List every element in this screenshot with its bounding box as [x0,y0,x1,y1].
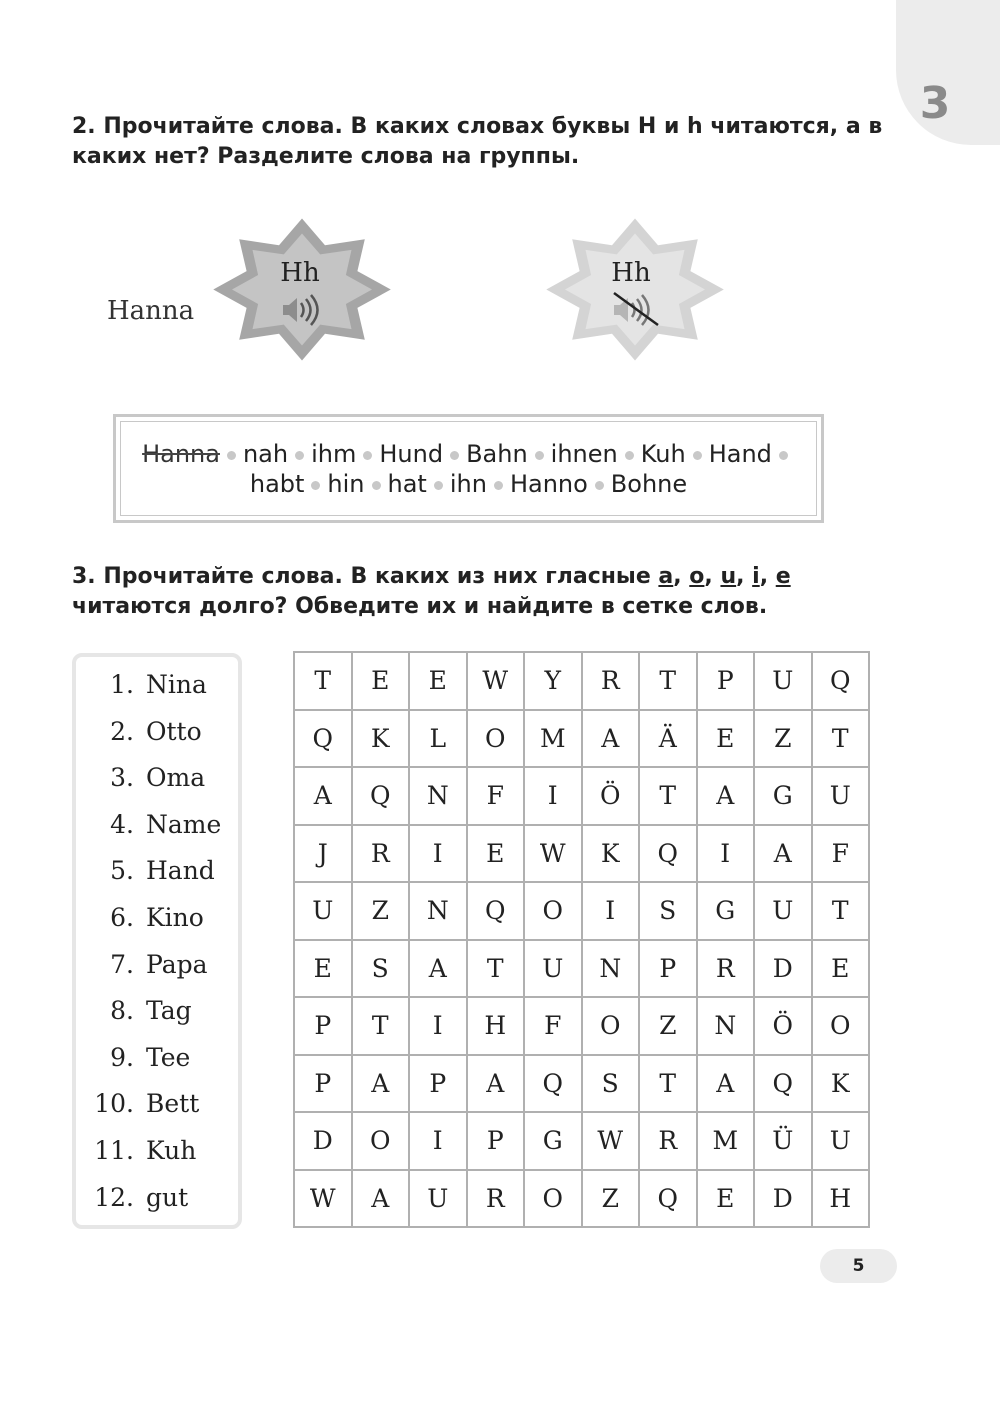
grid-cell[interactable]: A [697,1055,755,1113]
grid-row [294,652,869,710]
list-item-number: 11. [94,1136,134,1165]
grid-cell[interactable]: R [582,652,640,710]
grid-cell[interactable]: H [467,997,525,1055]
list-item-number: 3. [110,763,134,793]
list-item-word: Oma [146,763,206,793]
grid-cell[interactable]: A [294,767,352,825]
list-item-word: Bett [146,1089,200,1119]
grid-row [294,940,869,998]
grid-cell[interactable]: R [467,1170,525,1228]
grid-cell[interactable]: W [524,825,582,883]
grid-cell[interactable]: A [697,767,755,825]
word-line-2 [116,469,821,499]
star-voiced-label: Hh [280,258,320,288]
separator-dot [693,451,702,460]
grid-cell[interactable]: T [639,1055,697,1113]
chapter-number: 3 [919,78,951,129]
grid-row [294,1112,869,1170]
grid-cell[interactable]: T [812,882,870,940]
grid-cell[interactable]: E [467,825,525,883]
grid-cell[interactable]: I [524,767,582,825]
list-item-number: 10. [94,1089,134,1119]
grid-cell[interactable]: E [409,652,467,710]
grid-cell[interactable]: R [639,1112,697,1170]
grid-cell[interactable]: Z [582,1170,640,1228]
grid-cell[interactable]: Q [294,710,352,768]
word: hat [387,470,427,498]
example-word: Hanna [107,296,195,326]
separator-dot [625,451,634,460]
list-item-word: gut [146,1182,189,1212]
list-item-word: Papa [146,949,208,979]
separator-dot [535,451,544,460]
list-item [72,1136,242,1165]
grid-cell[interactable]: T [812,710,870,768]
grid-cell[interactable]: Ö [754,997,812,1055]
list-item [72,670,242,699]
separator-dot [311,481,320,490]
grid-cell[interactable]: U [294,882,352,940]
grid-cell[interactable]: P [697,652,755,710]
separator-dot [372,481,381,490]
grid-cell[interactable]: W [582,1112,640,1170]
grid-cell[interactable]: T [639,767,697,825]
word: Hund [379,440,444,468]
word: Bahn [466,440,528,468]
list-item-number: 9. [110,1042,134,1072]
grid-cell[interactable]: F [524,997,582,1055]
grid-cell[interactable]: A [352,1055,410,1113]
grid-cell[interactable]: A [352,1170,410,1228]
list-item [72,1043,242,1072]
grid-cell[interactable]: I [697,825,755,883]
list-item-number: 12. [94,1182,134,1212]
grid-cell[interactable]: Q [639,1170,697,1228]
word: ihm [311,440,357,468]
word: Bohne [610,470,688,498]
grid-cell[interactable]: N [409,882,467,940]
separator-dot [595,481,604,490]
grid-cell[interactable]: E [294,940,352,998]
grid-cell[interactable]: Ä [639,710,697,768]
grid-cell[interactable]: Z [639,997,697,1055]
grid-cell[interactable]: G [697,882,755,940]
vowel: a [658,564,674,589]
list-item [72,1089,242,1118]
grid-row [294,882,869,940]
grid-cell[interactable]: U [812,767,870,825]
grid-cell[interactable]: Q [754,1055,812,1113]
task3-text-end: читаются долго? Обведите их и найдите в сетке слов. [72,594,768,619]
grid-cell[interactable]: H [812,1170,870,1228]
list-item-word: Otto [146,716,202,746]
grid-row [294,1055,869,1113]
grid-cell[interactable]: Q [467,882,525,940]
grid-cell[interactable]: U [812,1112,870,1170]
list-item [72,903,242,932]
grid-cell[interactable]: K [352,710,410,768]
grid-row [294,825,869,883]
list-item-number: 8. [110,996,134,1026]
list-item-word: Nina [146,670,207,699]
vowel: i [752,564,760,589]
grid-cell[interactable]: P [639,940,697,998]
grid-cell[interactable]: P [294,1055,352,1113]
list-item-number: 5. [110,856,134,886]
list-item [72,856,242,885]
word-box-words [116,439,821,499]
star-silent-label: Hh [611,258,651,288]
grid-cell[interactable]: Z [754,710,812,768]
word: Hand [708,440,772,468]
list-item-word: Tee [146,1042,191,1072]
star-voiced-badge [212,218,392,361]
vowel: u [720,564,737,589]
grid-cell[interactable]: S [352,940,410,998]
grid-cell[interactable]: M [524,710,582,768]
page-number: 5 [820,1249,897,1283]
grid-cell[interactable]: I [582,882,640,940]
grid-cell[interactable]: Z [352,882,410,940]
separator-dot [450,451,459,460]
grid-cell[interactable]: K [582,825,640,883]
grid-cell[interactable]: N [409,767,467,825]
grid-cell[interactable]: K [812,1055,870,1113]
word: ihnen [550,440,618,468]
word-struck: Hanna [142,440,220,468]
word-line-1 [116,439,821,469]
grid-cell[interactable]: Q [352,767,410,825]
list-item-number: 4. [110,809,134,839]
grid-cell[interactable]: R [352,825,410,883]
grid-cell[interactable]: T [294,652,352,710]
grid-cell[interactable]: E [812,940,870,998]
grid-cell[interactable]: O [582,997,640,1055]
separator-dot [779,451,788,460]
separator-dot [494,481,503,490]
word-box [113,414,824,523]
grid-cell[interactable]: U [524,940,582,998]
grid-cell[interactable]: Q [812,652,870,710]
grid-cell[interactable]: I [409,1112,467,1170]
grid-row [294,710,869,768]
grid-cell[interactable]: W [467,652,525,710]
grid-cell[interactable]: R [697,940,755,998]
list-item-number: 1. [110,670,134,699]
grid-cell[interactable]: I [409,825,467,883]
word: habt [249,470,305,498]
grid-cell[interactable]: T [352,997,410,1055]
grid-cell[interactable]: T [467,940,525,998]
grid-cell[interactable]: T [639,652,697,710]
word: nah [242,440,289,468]
grid-cell[interactable]: O [524,882,582,940]
grid-cell[interactable]: U [409,1170,467,1228]
grid-cell[interactable]: Y [524,652,582,710]
list-item [72,950,242,979]
list-item-word: Hand [146,856,215,886]
list-item-number: 6. [110,903,134,932]
sound-crossed-icon [612,290,662,330]
grid-row [294,767,869,825]
list-item [72,1183,242,1212]
task3-instruction: 3. Прочитайте слова. В каких из них гласные a, o, u, i, e читаются долго? Обведите их и найдите в сетке слов. [72,564,791,619]
grid-cell[interactable]: P [294,997,352,1055]
letter-grid [293,651,870,1228]
grid-cell[interactable]: Ü [754,1112,812,1170]
separator-dot [295,451,304,460]
list-item-number: 2. [110,716,134,746]
grid-cell[interactable]: D [754,940,812,998]
grid-cell[interactable]: A [467,1055,525,1113]
grid-cell[interactable]: Ö [582,767,640,825]
grid-cell[interactable]: S [639,882,697,940]
grid-cell[interactable]: A [582,710,640,768]
list-item [72,810,242,839]
grid-cell[interactable]: P [467,1112,525,1170]
grid-cell[interactable]: U [754,652,812,710]
grid-cell[interactable]: O [352,1112,410,1170]
grid-cell[interactable]: O [467,710,525,768]
list-item [72,717,242,746]
task2-instruction: 2. Прочитайте слова. В каких словах буквы H и h читаются, а в каких нет? Разделите слова на группы. [72,114,883,169]
grid-cell[interactable]: O [524,1170,582,1228]
grid-cell[interactable]: E [697,710,755,768]
word: Hanno [509,470,588,498]
vowel: e [775,564,791,589]
grid-cell[interactable]: M [697,1112,755,1170]
grid-cell[interactable]: L [409,710,467,768]
grid-cell[interactable]: E [352,652,410,710]
separator-dot [227,451,236,460]
grid-cell[interactable]: F [467,767,525,825]
vowel: o [689,564,705,589]
grid-cell[interactable]: D [294,1112,352,1170]
grid-cell[interactable]: U [754,882,812,940]
list-item-number: 7. [110,949,134,979]
grid-cell[interactable]: A [754,825,812,883]
word: Kuh [640,440,686,468]
grid-cell[interactable]: Q [639,825,697,883]
grid-cell[interactable]: A [409,940,467,998]
grid-cell[interactable]: O [812,997,870,1055]
grid-cell[interactable]: J [294,825,352,883]
grid-cell[interactable]: N [697,997,755,1055]
word: ihn [449,470,487,498]
grid-cell[interactable]: I [409,997,467,1055]
grid-cell[interactable]: G [754,767,812,825]
grid-row [294,997,869,1055]
grid-cell[interactable]: P [409,1055,467,1113]
list-item-word: Name [146,809,222,839]
grid-cell[interactable]: F [812,825,870,883]
task3-text-start: 3. Прочитайте слова. В каких из них гласные [72,564,659,589]
list-item [72,763,242,792]
grid-row [294,1170,869,1228]
grid-cell[interactable]: D [754,1170,812,1228]
separator-dot [363,451,372,460]
grid-cell[interactable]: W [294,1170,352,1228]
grid-cell[interactable]: S [582,1055,640,1113]
separator-dot [434,481,443,490]
grid-cell[interactable]: E [697,1170,755,1228]
word: hin [327,470,365,498]
grid-cell[interactable]: G [524,1112,582,1170]
sound-icon [281,292,321,328]
grid-cell[interactable]: Q [524,1055,582,1113]
list-item-word: Kino [146,903,204,932]
list-item-word: Kuh [146,1136,197,1165]
list-item [72,996,242,1025]
list-item-word: Tag [146,996,192,1026]
grid-cell[interactable]: N [582,940,640,998]
